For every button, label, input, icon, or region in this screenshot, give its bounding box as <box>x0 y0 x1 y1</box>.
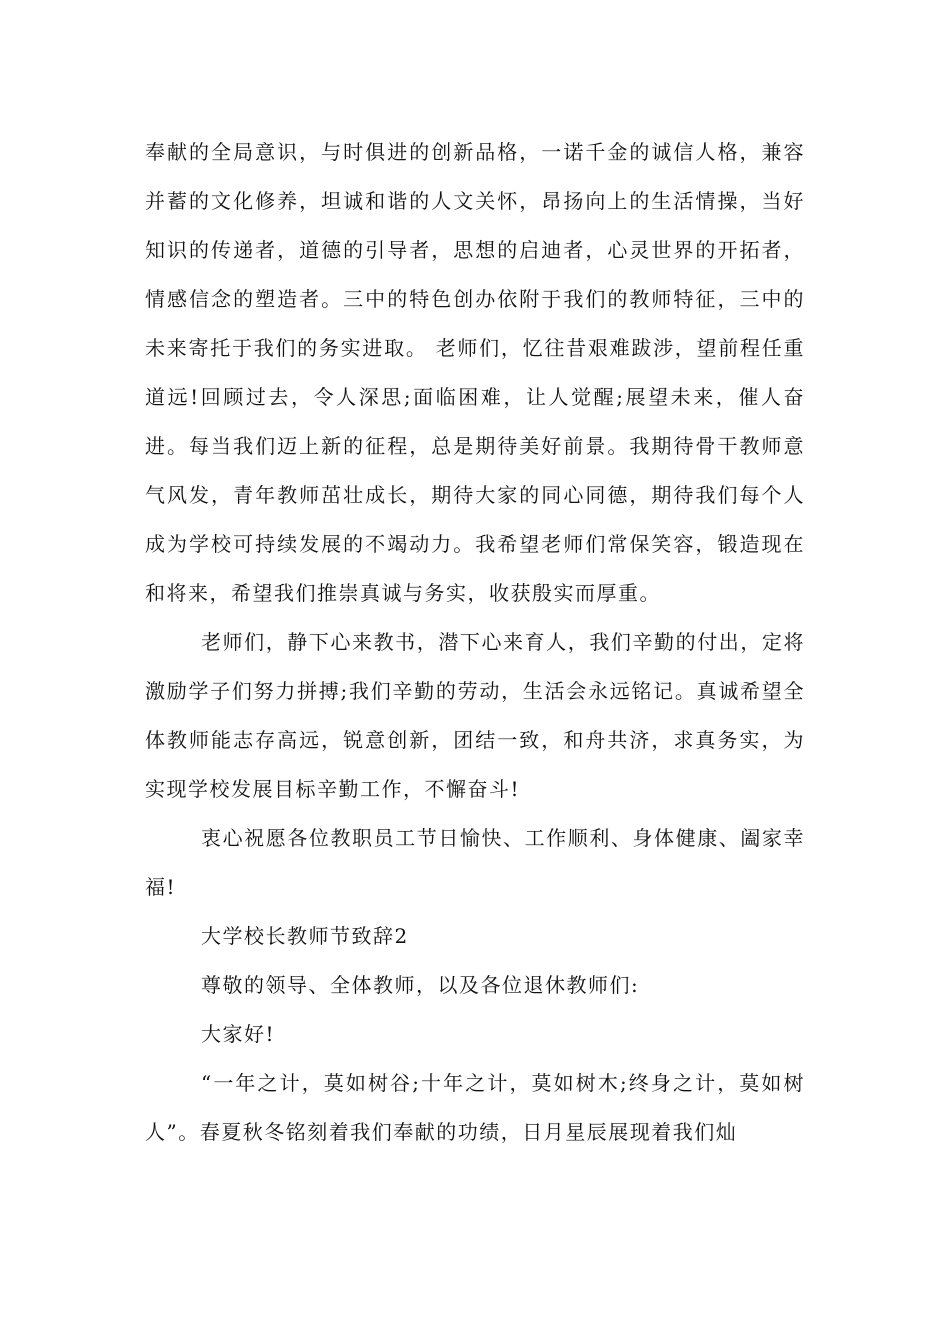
greeting: 大家好! <box>201 1022 276 1046</box>
document-body <box>145 128 805 1157</box>
paragraph-1: 奉献的全局意识，与时俱进的创新品格，一诺千金的诚信人格，兼容并蓄的文化修养，坦诚和谐的人文关怀，昂扬向上的生活情操，当好知识的传递者，道德的引导者，思想的启迪者，心灵世界的开拓者，情感信念的塑造者。三中的特色创办依附于我们的教师特征，三中的未来寄托于我们的务实进取。 老师们，忆往昔艰难跋涉，望前程任重道远!回顾过去，令人深思;面临困难，让人觉醒;展望未来，催人奋进。每当我们迈上新的征程，总是期待美好前景。我期待骨干教师意气风发，青年教师茁壮成长，期待大家的同心同德，期待我们每个人成为学校可持续发展的不竭动力。我希望老师们常保笑容，锻造现在和将来，希望我们推崇真诚与务实，收获殷实而厚重。 <box>145 140 805 605</box>
paragraph-3: 衷心祝愿各位教职员工节日愉快、工作顺利、身体健康、阖家幸福! <box>145 826 805 899</box>
salutation: 尊敬的领导、全体教师，以及各位退休教师们: <box>201 973 640 997</box>
section-heading: 大学校长教师节致辞2 <box>201 924 409 948</box>
paragraph-2: 老师们，静下心来教书，潜下心来育人，我们辛勤的付出，定将激励学子们努力拼搏;我们辛勤的劳动，生活会永远铭记。真诚希望全体教师能志存高远，锐意创新，团结一致，和舟共济，求真务实，为实现学校发展目标辛勤工作，不懈奋斗! <box>145 630 805 801</box>
paragraph-quote: “一年之计，莫如树谷;十年之计，莫如树木;终身之计，莫如树人”。春夏秋冬铭刻着我们奉献的功绩，日月星辰展现着我们灿 <box>145 1071 805 1144</box>
